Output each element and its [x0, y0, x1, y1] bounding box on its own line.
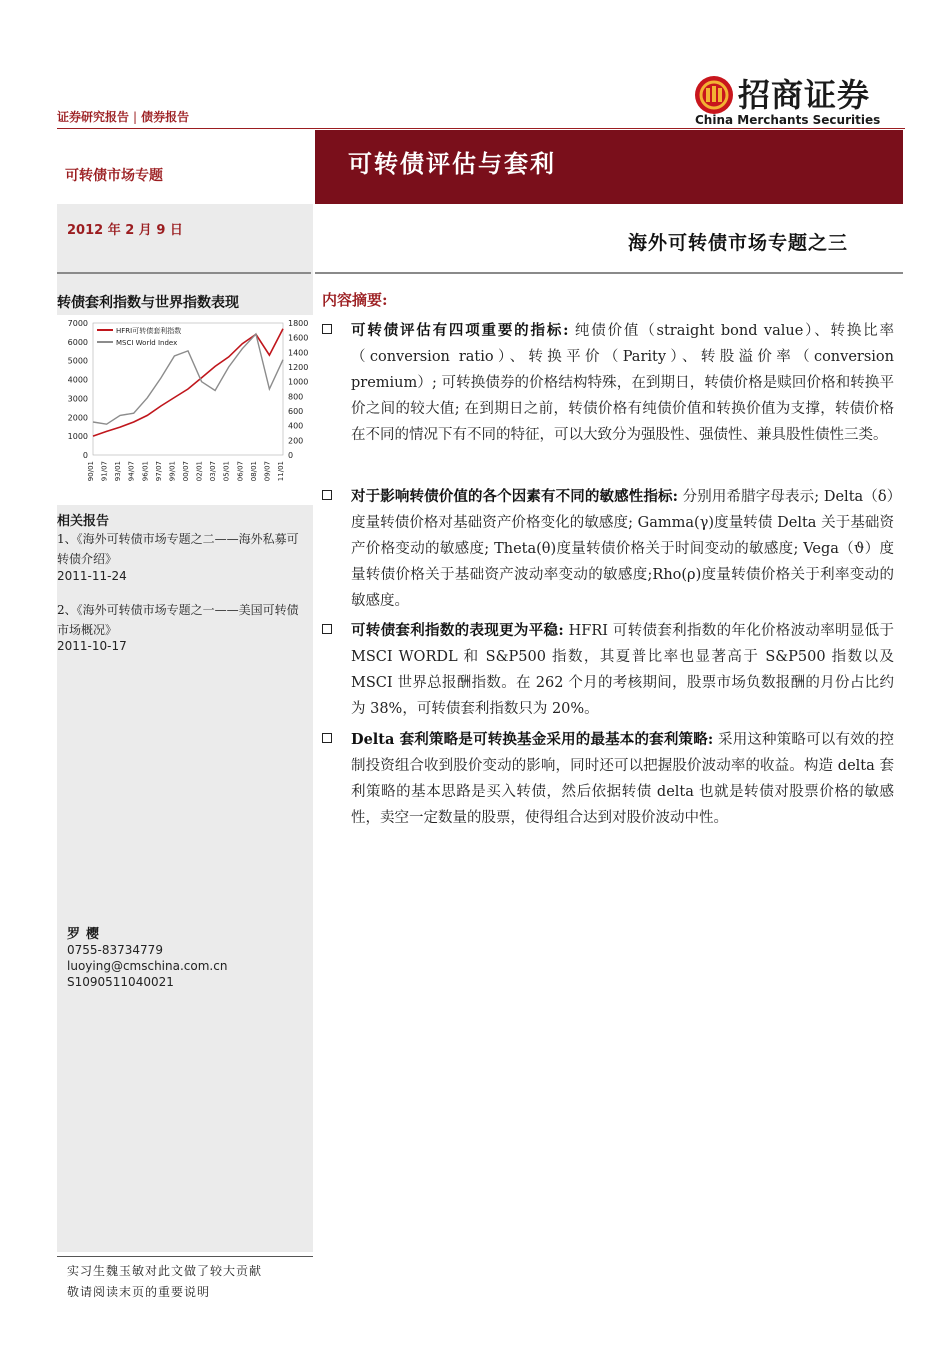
x-tick-label: 90/01: [87, 461, 95, 482]
intern-credit: 实习生魏玉敏对此文做了较大贡献: [67, 1264, 263, 1278]
bullet-4-text: 采用这种策略可以有效的控制投资组合收到股价变动的影响，同时还可以把握股价波动率的收益。构造 delta 套利策略的基本思路是买入转债，然后依据转债 delta 也就是转债对股票价格的敏感性，卖空一定数量的股票，使得组合达到对股价波动中性。: [351, 732, 894, 826]
y-right-tick-label: 1800: [288, 319, 309, 328]
x-tick-label: 96/01: [141, 461, 150, 482]
related-report-2-date: 2011-10-17: [57, 639, 127, 653]
x-tick-label: 11/01: [277, 461, 285, 482]
y-left-tick-label: 4000: [67, 375, 88, 385]
abstract-bullet-3: [322, 618, 894, 722]
disclaimer-note: 敬请阅读末页的重要说明: [67, 1285, 211, 1299]
checkbox-bullet-icon: [322, 490, 332, 500]
related-report-2[interactable]: 2、《海外可转债市场专题之一——美国可转债市场概况》: [57, 603, 299, 637]
bullet-4-heading: Delta 套利策略是可转换基金采用的最基本的套利策略:: [351, 731, 714, 748]
y-right-tick-label: 1600: [288, 333, 309, 343]
y-right-tick-label: 1000: [288, 377, 309, 387]
report-title: 可转债评估与套利: [348, 150, 556, 178]
x-tick-label: 93/01: [114, 461, 123, 482]
x-tick-label: 00/07: [182, 461, 190, 482]
legend-label-1: HFRI可转债套利指数: [116, 327, 182, 335]
y-right-tick-label: 200: [288, 436, 304, 446]
author-name: 罗樱: [67, 927, 106, 942]
x-tick-label: 03/07: [209, 461, 218, 482]
chart-title: 转债套利指数与世界指数表现: [57, 295, 239, 311]
bullet-1-text: 纯债价值（straight bond value）、转换比率（conversion ratio）、转换平价（Parity）、转股溢价率（conversion premium）; 可转换债券的价格结构特殊，在到期日，转债价格是赎回价格和转换平价之间的较大值; 在到期日之前，转债价格有纯债价值和转换价值为支撑，转债价格在不同的情况下有不同的特征，可以大致分为强股性、强债性、兼具股性债性三类。: [351, 323, 894, 443]
author-phone: 0755-83734779: [67, 943, 163, 957]
author-email[interactable]: luoying@cmschina.com.cn: [67, 959, 228, 973]
abstract-bullet-1: [322, 318, 894, 448]
abstract-bullet-2: [322, 484, 894, 614]
y-left-tick-label: 3000: [67, 394, 88, 404]
logo-name-cn: 招商证券: [738, 76, 871, 114]
abstract-heading: 内容摘要:: [322, 291, 388, 309]
category-bond: 债券报告: [141, 110, 190, 124]
bullet-3-heading: 可转债套利指数的表现更为平稳:: [351, 622, 564, 639]
x-tick-label: 06/07: [236, 461, 245, 482]
footnote-rule: [57, 1256, 313, 1257]
y-left-tick-label: 2000: [67, 413, 88, 423]
checkbox-bullet-icon: [322, 733, 332, 743]
legend-label-2: MSCI World Index: [116, 339, 178, 347]
category-separator: |: [133, 110, 138, 124]
topic-label: 可转债市场专题: [65, 168, 163, 184]
author-license: S1090511040021: [67, 975, 174, 989]
category-research: 证券研究报告: [57, 110, 130, 124]
report-category: [57, 108, 189, 125]
logo-name-en: China Merchants Securities: [695, 113, 881, 127]
y-left-tick-label: 7000: [67, 319, 88, 328]
x-tick-label: 09/07: [263, 461, 272, 482]
bullet-2-heading: 对于影响转债价值的各个因素有不同的敏感性指标:: [351, 488, 678, 505]
x-tick-label: 99/01: [168, 461, 177, 482]
x-tick-label: 97/07: [154, 461, 163, 482]
header-rule: [57, 128, 905, 129]
x-tick-label: 94/07: [127, 461, 136, 482]
bullet-1-heading: 可转债评估有四项重要的指标:: [351, 322, 569, 339]
left-rule: [57, 272, 311, 274]
y-right-tick-label: 1200: [288, 363, 309, 372]
y-left-tick-label: 0: [82, 451, 88, 460]
related-report-1[interactable]: 1、《海外可转债市场专题之二——海外私募可转债介绍》: [57, 532, 299, 566]
y-right-tick-label: 1400: [288, 348, 309, 358]
report-subtitle: 海外可转债市场专题之三: [628, 232, 849, 254]
bullet-3-text: HFRI 可转债套利指数的年化价格波动率明显低于 MSCI WORDL 和 S&P500 指数，其夏普比率也显著高于 S&P500 指数以及 MSCI 世界总报酬指数。在 262 个月的考核期间，股票市场负数报酬的月份占比约为 38%，可转债套利指数只为 20%。: [351, 623, 894, 717]
y-right-tick-label: 0: [288, 451, 294, 460]
main-rule: [315, 272, 903, 274]
x-tick-label: 05/01: [222, 461, 231, 482]
x-tick-label: 91/07: [100, 461, 109, 482]
x-tick-label: 08/01: [249, 461, 258, 482]
checkbox-bullet-icon: [322, 624, 332, 634]
y-left-tick-label: 6000: [67, 337, 88, 347]
related-report-1-date: 2011-11-24: [57, 569, 127, 583]
y-right-tick-label: 400: [288, 421, 304, 431]
bullet-2-text: 分别用希腊字母表示; Delta（δ）度量转债价格对基础资产价格变化的敏感度; Gamma(γ)度量转债 Delta 关于基础资产价格变动的敏感度; Theta(θ)度量转债价格关于时间变动的敏感度; Vega（ϑ）度量转债价格关于基础资产波动率变动的敏感度;Rho(ρ)度量转债价格关于利率变动的敏感度。: [351, 489, 894, 609]
y-left-tick-label: 1000: [67, 432, 88, 442]
x-tick-label: 02/01: [195, 461, 204, 482]
chart-canvas: [57, 315, 313, 505]
logo-emblem-icon: [693, 74, 735, 116]
y-right-tick-label: 800: [288, 392, 304, 402]
y-right-tick-label: 600: [288, 407, 304, 416]
abstract-bullet-4: [322, 727, 894, 831]
y-left-tick-label: 5000: [67, 356, 88, 366]
index-chart: [57, 315, 313, 505]
report-date: 2012 年 2 月 9 日: [67, 223, 183, 238]
related-reports-title: 相关报告: [57, 514, 110, 529]
checkbox-bullet-icon: [322, 324, 332, 334]
